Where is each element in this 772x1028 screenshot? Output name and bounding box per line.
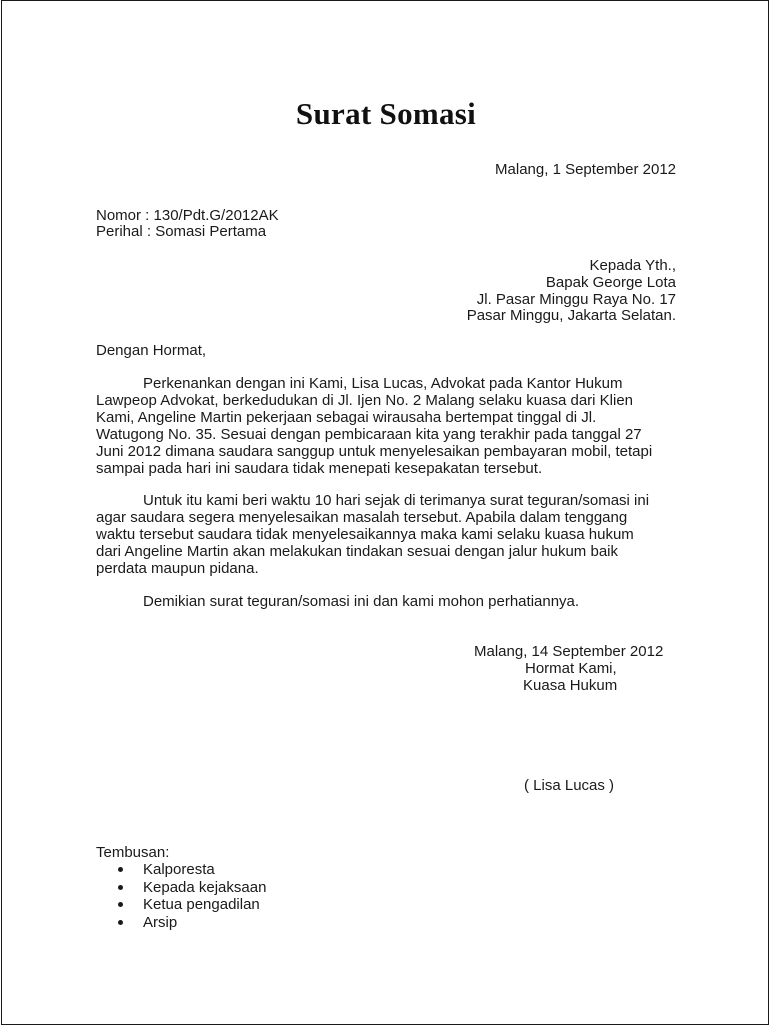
paragraph-1-line: Perkenankan dengan ini Kami, Lisa Lucas, Advokat pada Kantor Hukum	[143, 375, 623, 392]
closing-block	[474, 643, 674, 694]
paragraph-1-line: sampai pada hari ini saudara tidak menepati kesepakatan tersebut.	[96, 460, 543, 477]
cc-item	[116, 896, 266, 914]
paragraph-1-line: Juni 2012 dimana saudara sanggup untuk menyelesaikan pembayaran mobil, tetapi	[96, 443, 653, 460]
recipient-line-4: Pasar Minggu, Jakarta Selatan.	[466, 307, 676, 324]
letter-page	[1, 0, 769, 1025]
paragraph-1-line: Lawpeop Advokat, berkedudukan di Jl. Ijen No. 2 Malang selaku kuasa dari Klien	[96, 392, 634, 409]
paragraph-2-line: perdata maupun pidana.	[96, 560, 259, 577]
signer-name: ( Lisa Lucas )	[524, 777, 615, 794]
cc-item	[116, 914, 266, 932]
bullet-icon	[118, 867, 123, 872]
paragraph-2-line: Untuk itu kami beri waktu 10 hari sejak di terimanya surat teguran/somasi ini	[143, 492, 650, 509]
body-paragraph-1	[96, 375, 676, 477]
closing-date: Malang, 14 September 2012	[474, 643, 664, 660]
recipient-line-2: Bapak George Lota	[545, 274, 676, 291]
place-date: Malang, 1 September 2012	[495, 161, 676, 178]
bullet-icon	[118, 920, 123, 925]
reference-number: Nomor : 130/Pdt.G/2012AK	[96, 207, 279, 224]
cc-label: Tembusan:	[96, 844, 170, 861]
paragraph-1-line: Watugong No. 35. Sesuai dengan pembicaraan kita yang terakhir pada tanggal 27	[96, 426, 642, 443]
paragraph-3-line: Demikian surat teguran/somasi ini dan kami mohon perhatiannya.	[143, 593, 580, 610]
cc-item-label: Kalporesta	[143, 861, 215, 878]
cc-item-label: Ketua pengadilan	[143, 896, 260, 913]
bullet-icon	[118, 885, 123, 890]
closing-role: Kuasa Hukum	[523, 677, 618, 694]
paragraph-2-line: waktu tersebut saudara tidak menyelesaikannya maka kami selaku kuasa hukum	[96, 526, 634, 543]
subject-line: Perihal : Somasi Pertama	[96, 223, 267, 240]
recipient-line-3: Jl. Pasar Minggu Raya No. 17	[476, 291, 676, 308]
body-paragraph-2	[96, 492, 676, 577]
paragraph-1-line: Kami, Angeline Martin pekerjaan sebagai wirausaha bertempat tinggal di Jl.	[96, 409, 597, 426]
cc-item-label: Kepada kejaksaan	[143, 878, 267, 896]
cc-list	[116, 861, 266, 931]
body-paragraph-3	[96, 593, 676, 610]
cc-item-label: Arsip	[143, 913, 178, 931]
cc-item	[116, 879, 266, 897]
recipient-line-1: Kepada Yth.,	[589, 257, 676, 274]
cc-item	[116, 861, 266, 879]
letter-title: Surat Somasi	[295, 96, 477, 131]
bullet-icon	[118, 902, 123, 907]
salutation: Dengan Hormat,	[96, 342, 207, 359]
closing-regards: Hormat Kami,	[525, 660, 617, 677]
paragraph-2-line: agar saudara segera menyelesaikan masalah tersebut. Apabila dalam tenggang	[96, 509, 628, 526]
paragraph-2-line: dari Angeline Martin akan melakukan tindakan sesuai dengan jalur hukum baik	[96, 543, 618, 560]
